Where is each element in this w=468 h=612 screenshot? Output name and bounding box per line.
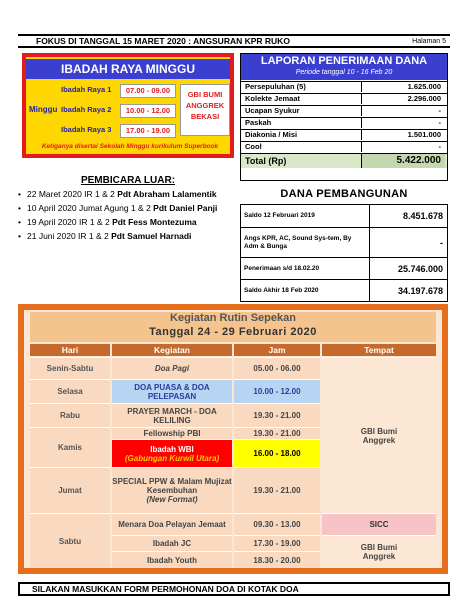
speaker-date: 22 Maret 2020 IR 1 & 2: [27, 189, 118, 199]
time-cell: [234, 357, 320, 379]
time-cell: [234, 551, 320, 568]
activity-cell: [112, 513, 232, 535]
laporan-row: [241, 93, 447, 104]
header-title: FOKUS DI TANGGAL 15 MARET 2020 : ANGSURAN KPR RUKO: [36, 36, 290, 46]
place-label: GBI Bumi Anggrek: [360, 426, 398, 445]
pembicara-list: [18, 189, 238, 241]
row-label: Angs KPR, AC, Sound Sys-tem, By Adm & Bunga: [244, 235, 352, 250]
kegiatan-inner: [24, 310, 442, 568]
day-label: Kamis: [57, 443, 82, 452]
dana-table: [240, 204, 448, 302]
laporan-row: [241, 105, 447, 116]
day-label: Sabtu: [58, 536, 82, 546]
kegiatan-title: [30, 312, 436, 342]
activity-cell: [112, 427, 232, 439]
activity-cell: [112, 439, 232, 467]
activity-time: 05.00 - 06.00: [253, 364, 301, 373]
ibadah-location: [180, 84, 230, 136]
dana-row: [241, 205, 447, 227]
ibadah-name: Ibadah Raya 1: [61, 85, 112, 94]
list-item: [18, 203, 238, 213]
time-cell: [234, 535, 320, 551]
row-value: -: [361, 118, 445, 128]
time-cell: [234, 513, 320, 535]
list-item: [18, 231, 238, 241]
pembicara-title: PEMBICARA LUAR:: [80, 175, 176, 186]
row-value: 2.296.000: [361, 94, 445, 104]
kegiatan-title-line: Kegiatan Rutin Sepekan: [170, 312, 296, 324]
activity-cell: [112, 403, 232, 427]
activity-name: PRAYER MARCH - DOA KELILING: [127, 406, 217, 425]
place-cell: [322, 535, 436, 568]
row-value: 34.197.678: [369, 280, 447, 301]
activity-name: Ibadah Youth: [147, 555, 197, 565]
activity-name: Fellowship PBI: [143, 429, 201, 438]
dana-row: [241, 227, 447, 257]
col-header-hari: Hari: [30, 344, 110, 356]
location-line: GBI BUMI: [187, 90, 223, 99]
page-number: Halaman 5: [412, 38, 446, 45]
speaker-name: Pdt Abraham Lalamentik: [117, 189, 217, 199]
location-line: ANGGREK: [185, 101, 225, 110]
row-label: Persepuluhan (5): [245, 82, 306, 91]
activity-time: 19.30 - 21.00: [253, 486, 301, 495]
row-value: 25.746.000: [369, 258, 447, 279]
day-label: Selasa: [57, 387, 83, 396]
col-header-jam: Jam: [234, 344, 320, 356]
col-header-tempat: Tempat: [322, 344, 436, 356]
laporan-title: LAPORAN PENERIMAAN DANA: [260, 55, 428, 67]
day-cell: [30, 357, 110, 379]
total-label: Total (Rp): [245, 156, 287, 166]
list-item: [18, 217, 238, 227]
ibadah-name: Ibadah Raya 3: [61, 125, 112, 134]
row-value: 8.451.678: [369, 205, 447, 227]
activity-time: 16.00 - 18.00: [253, 449, 301, 458]
day-label: Senin-Sabtu: [46, 364, 94, 373]
row-value: 1.625.000: [361, 82, 445, 92]
row-label: Ucapan Syukur: [245, 106, 300, 115]
location-line: BEKASI: [190, 112, 220, 121]
activity-time: 19.30 - 21.00: [253, 429, 301, 438]
day-cell: [30, 513, 110, 568]
laporan-row: [241, 117, 447, 128]
day-cell: [30, 403, 110, 427]
activity-cell: [112, 379, 232, 403]
header-bar: [18, 34, 450, 48]
activity-name: Doa Pagi: [154, 364, 190, 373]
laporan-row: [241, 129, 447, 140]
ibadah-raya-box: [22, 53, 234, 158]
activity-cell: [112, 357, 232, 379]
row-label: Saldo Akhir 18 Feb 2020: [244, 287, 319, 294]
activity-cell: [112, 467, 232, 513]
speaker-name: Pdt Daniel Panji: [153, 203, 218, 213]
ibadah-title: IBADAH RAYA MINGGU: [26, 59, 230, 79]
activity-time: 10.00 - 12.00: [253, 387, 301, 396]
day-label: Rabu: [60, 411, 80, 420]
speaker-date: 19 April 2020 IR 1 & 2: [27, 217, 113, 227]
time-cell: [234, 467, 320, 513]
row-label: Penerimaan s/d 18.02.20: [244, 265, 320, 272]
laporan-box: [240, 53, 448, 181]
activity-name: Ibadah JC: [152, 539, 192, 548]
row-label: Saldo 12 Februari 2019: [244, 212, 315, 219]
place-label: GBI Bumi Anggrek: [360, 543, 398, 561]
activity-name: Ibadah WBI: [150, 444, 194, 454]
day-cell: [30, 467, 110, 513]
time-cell: [234, 379, 320, 403]
laporan-total-row: [241, 153, 447, 168]
place-label: SICC: [369, 520, 389, 529]
dana-title: DANA PEMBANGUNAN: [280, 188, 408, 200]
activity-cell: [112, 551, 232, 568]
activity-time: 18.30 - 20.00: [253, 555, 301, 565]
activity-time: 09.30 - 13.00: [253, 520, 301, 529]
activity-name: Menara Doa Pelayan Jemaat: [118, 520, 226, 529]
kegiatan-date-line: Tanggal 24 - 29 Februari 2020: [149, 326, 317, 338]
time-cell: [234, 403, 320, 427]
speaker-date: 10 April 2020 Jumat Agung 1 & 2: [27, 203, 154, 213]
row-label: Cool: [245, 142, 262, 151]
activity-time: 19.30 - 21.00: [253, 411, 301, 420]
dana-row: [241, 257, 447, 279]
total-value: 5.422.000: [361, 154, 445, 168]
day-cell: [30, 427, 110, 467]
row-value: -: [361, 142, 445, 152]
day-cell: [30, 379, 110, 403]
col-header-kegiatan: Kegiatan: [112, 344, 232, 356]
kegiatan-box: [18, 304, 448, 574]
row-value: -: [369, 228, 447, 257]
place-cell: [322, 513, 436, 535]
activity-sub: (New Format): [146, 495, 198, 504]
speaker-name: Pdt Samuel Harnadi: [111, 231, 192, 241]
laporan-row: [241, 141, 447, 152]
row-value: -: [361, 106, 445, 116]
time-cell: [234, 439, 320, 467]
day-label: Jumat: [58, 486, 82, 495]
footer-bar: SILAKAN MASUKKAN FORM PERMOHONAN DOA DI KOTAK DOA: [18, 582, 450, 596]
activity-cell: [112, 535, 232, 551]
activity-time: 17.30 - 19.00: [253, 539, 301, 548]
speaker-name: Pdt Fess Montezuma: [112, 217, 197, 227]
ibadah-day: Minggu: [29, 105, 58, 114]
activity-name: SPECIAL PPW & Malam Mujizat Kesembuhan: [112, 477, 232, 495]
row-label: Kolekte Jemaat: [245, 94, 301, 103]
ibadah-time: 10.00 - 12.00: [120, 104, 176, 118]
activity-name: DOA PUASA & DOA PELEPASAN: [134, 382, 210, 401]
laporan-row: [241, 81, 447, 92]
pembicara-section: [18, 175, 238, 245]
laporan-header: [241, 54, 447, 80]
laporan-period: Periode tanggal 10 - 16 Feb 20: [295, 69, 393, 76]
activity-sub: (Gabungan Kurwil Utara): [124, 453, 220, 463]
ibadah-note: Ketiganya disertai Sekolah Minggu kurikulum Superbook: [41, 143, 219, 150]
ibadah-name: Ibadah Raya 2: [61, 105, 112, 114]
list-item: [18, 189, 238, 199]
row-value: 1.501.000: [361, 130, 445, 140]
dana-section: [240, 186, 448, 296]
dana-row: [241, 279, 447, 301]
ibadah-time: 07.00 - 09.00: [120, 84, 176, 98]
ibadah-time: 17.00 - 19.00: [120, 124, 176, 138]
speaker-date: 21 Juni 2020 IR 1 & 2: [27, 231, 112, 241]
row-label: Diakonia / Misi: [245, 130, 298, 139]
row-label: Paskah: [245, 118, 272, 127]
time-cell: [234, 427, 320, 439]
place-cell: [322, 357, 436, 513]
